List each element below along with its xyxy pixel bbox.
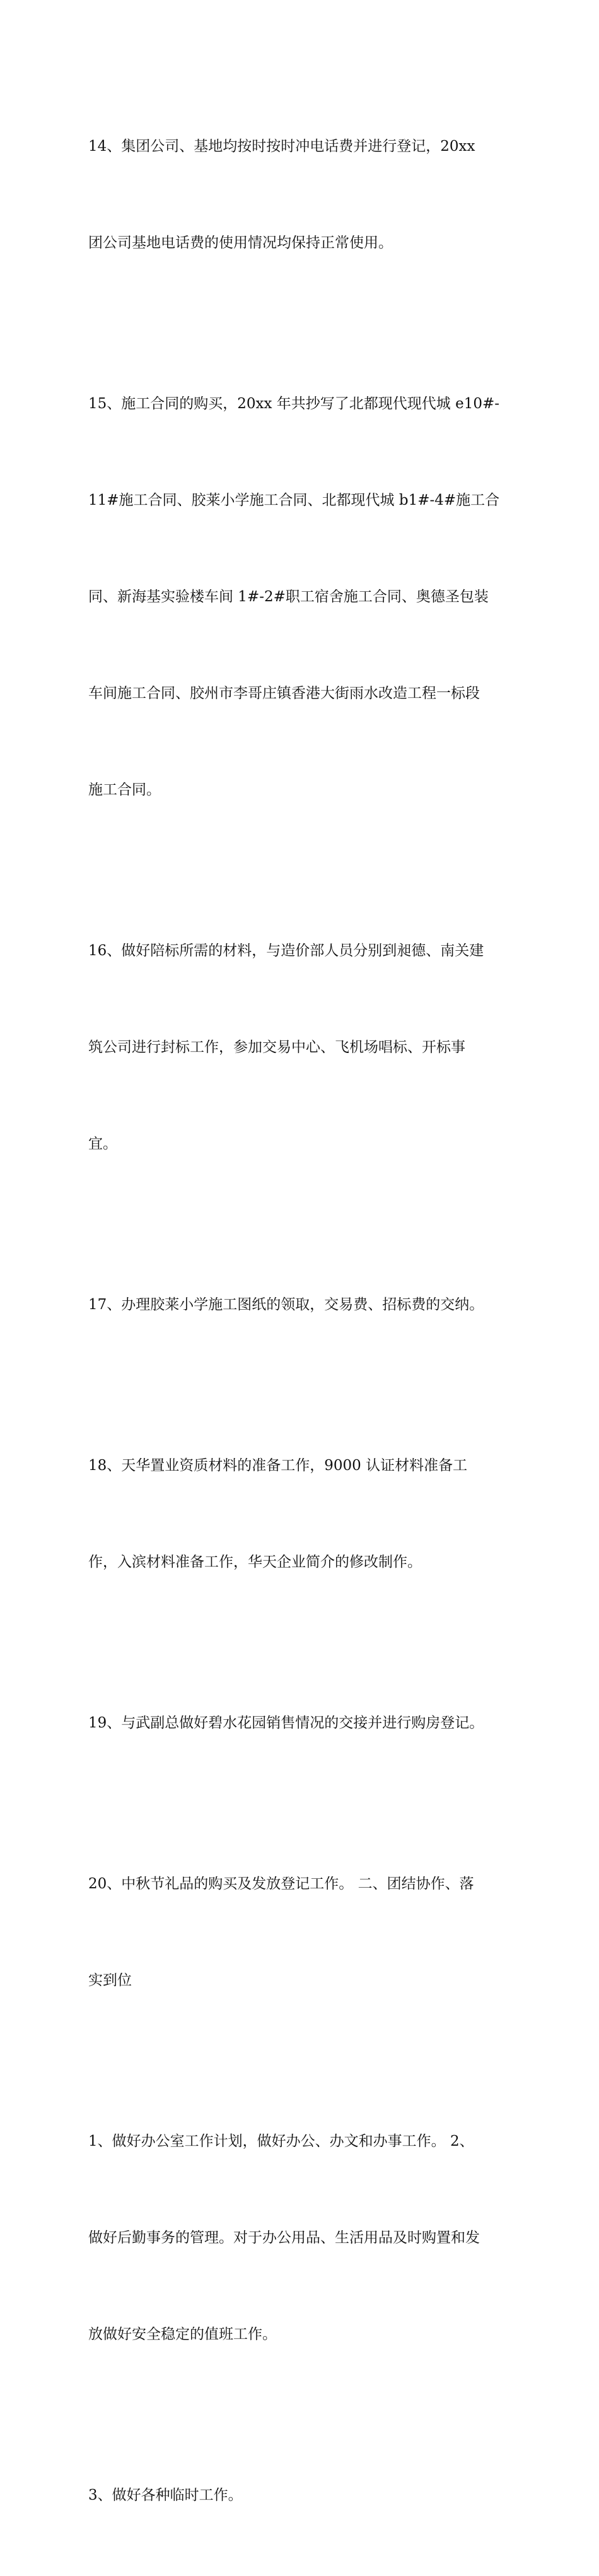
document-body bbox=[88, 66, 523, 2576]
paragraph-item-3 bbox=[88, 2415, 523, 2576]
text-line: 团公司基地电话费的使用情况均保持正常使用。 bbox=[88, 235, 393, 251]
text-line: 19、与武副总做好碧水花园销售情况的交接并进行购房登记。 bbox=[88, 1715, 484, 1731]
text-line: 放做好安全稳定的值班工作。 bbox=[88, 2326, 277, 2343]
text-line: 18、天华置业资质材料的准备工作，9000 认证材料准备工 bbox=[88, 1457, 468, 1474]
text-line: 施工合同。 bbox=[88, 782, 161, 798]
paragraph-item-16 bbox=[88, 871, 523, 1225]
text-line: 14、集团公司、基地均按时按时冲电话费并进行登记，20xx bbox=[88, 138, 475, 155]
text-line: 16、做好陪标所需的材料，与造价部人员分别到昶德、南关建 bbox=[88, 943, 484, 959]
paragraph-item-14 bbox=[88, 66, 523, 324]
text-line: 作，入滨材料准备工作，华天企业简介的修改制作。 bbox=[88, 1554, 422, 1570]
paragraph-item-19 bbox=[88, 1643, 523, 1804]
paragraph-item-15 bbox=[88, 324, 523, 871]
text-line: 3、做好各种临时工作。 bbox=[88, 2487, 243, 2503]
text-line: 同、新海基实验楼车间 1#-2#职工宿舍施工合同、奥德圣包装 bbox=[88, 589, 489, 605]
text-line: 17、办理胶莱小学施工图纸的领取，交易费、招标费的交纳。 bbox=[88, 1297, 484, 1313]
text-line: 1、做好办公室工作计划，做好办公、办文和办事工作。 2、 bbox=[88, 2133, 474, 2150]
text-line: 11#施工合同、胶莱小学施工合同、北都现代城 b1#-4#施工合 bbox=[88, 492, 500, 509]
paragraph-item-20 bbox=[88, 1804, 523, 2061]
paragraph-item-1-2 bbox=[88, 2061, 523, 2415]
text-line: 车间施工合同、胶州市李哥庄镇香港大街雨水改造工程一标段 bbox=[88, 685, 480, 702]
paragraph-item-17 bbox=[88, 1225, 523, 1385]
text-line: 实到位 bbox=[88, 1972, 132, 1989]
text-line: 做好后勤事务的管理。对于办公用品、生活用品及时购置和发 bbox=[88, 2230, 480, 2246]
paragraph-item-18 bbox=[88, 1385, 523, 1643]
text-line: 20、中秋节礼品的购买及发放登记工作。 二、团结协作、落 bbox=[88, 1876, 474, 1892]
text-line: 宜。 bbox=[88, 1136, 117, 1152]
text-line: 15、施工合同的购买，20xx 年共抄写了北都现代现代城 e10#- bbox=[88, 396, 500, 412]
text-line: 筑公司进行封标工作，参加交易中心、飞机场唱标、开标事 bbox=[88, 1039, 465, 1056]
